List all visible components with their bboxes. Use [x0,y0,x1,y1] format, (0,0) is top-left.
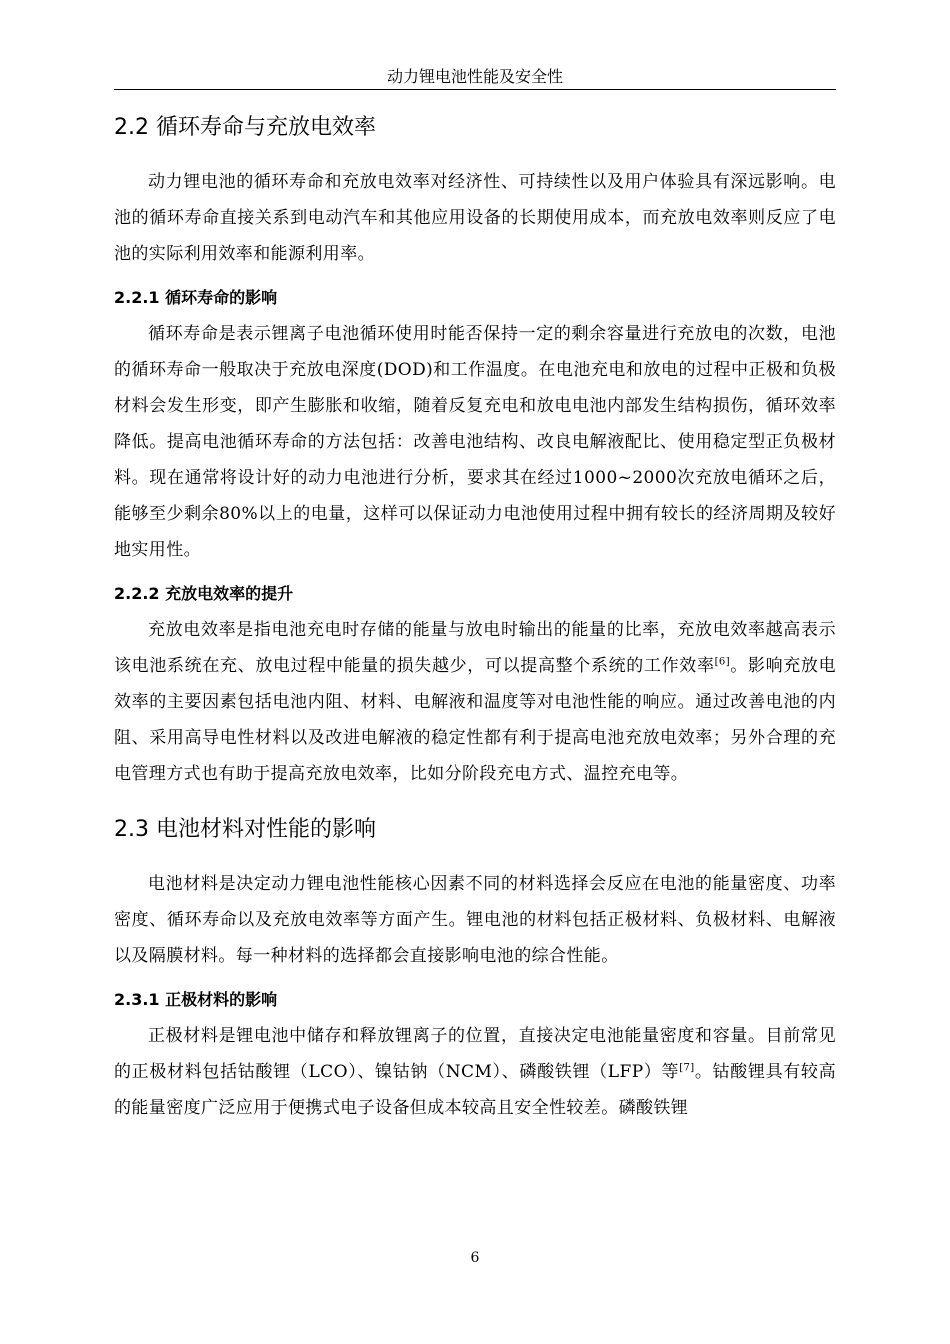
subsection-heading-2-3-1: 2.3.1 正极材料的影响 [114,990,278,1009]
section-2-2-intro-paragraph: 动力锂电池的循环寿命和充放电效率对经济性、可持续性以及用户体验具有深远影响。电池的循环寿命直接关系到电动汽车和其他应用设备的长期使用成本，而充放电效率则反应了电池的实际利用效率和能源利用率。 [114,172,836,264]
subsection-2-2-2-paragraph [114,612,836,792]
paragraph-text: 正极材料是锂电池中储存和释放锂离子的位置，直接决定电池能量密度和容量。目前常见的正极材料包括钴酸锂（LCO）、镍钴钠（NCM）、磷酸铁锂（LFP）等 [114,1026,836,1082]
section-2-3-intro-paragraph: 电池材料是决定动力锂电池性能核心因素不同的材料选择会反应在电池的能量密度、功率密度、循环寿命以及充放电效率等方面产生。锂电池的材料包括正极材料、负极材料、电解液以及隔膜材料。每一种材料的选择都会直接影响电池的综合性能。 [114,874,836,966]
section-heading-2-2: 2.2 循环寿命与充放电效率 [114,115,376,140]
citation-ref: [7] [679,1062,695,1074]
paragraph-text: 。钴酸锂具有较高的能量密度广泛应用于便携式电子设备但成本较高且安全性较差。磷酸铁锂 [114,1062,837,1118]
subsection-2-2-1-paragraph: 循环寿命是表示锂离子电池循环使用时能否保持一定的剩余容量进行充放电的次数，电池的循环寿命一般取决于充放电深度(DOD)和工作温度。在电池充电和放电的过程中正极和负极材料会发生形变，即产生膨胀和收缩，随着反复充电和放电电池内部发生结构损伤，循环效率降低。提高电池循环寿命的方法包括：改善电池结构、改良电解液配比、使用稳定型正负极材料。现在通常将设计好的动力电池进行分析，要求其在经过1000~2000次充放电循环之后，能够至少剩余80%以上的电量，这样可以保证动力电池使用过程中拥有较长的经济周期及较好地实用性。 [114,324,836,560]
page-body [114,92,836,1126]
subsection-2-3-1-paragraph [114,1018,836,1126]
citation-ref: [6] [714,656,730,668]
subsection-heading-2-2-2: 2.2.2 充放电效率的提升 [114,584,294,603]
page-number: 6 [470,1250,480,1266]
paragraph-text: 充放电效率是指电池充电时存储的能量与放电时输出的能量的比率，充放电效率越高表示该电池系统在充、放电过程中能量的损失越少，可以提高整个系统的工作效率 [114,620,836,676]
section-heading-2-3: 2.3 电池材料对性能的影响 [114,817,376,842]
running-header: 动力锂电池性能及安全性 [114,66,836,90]
subsection-heading-2-2-1: 2.2.1 循环寿命的影响 [114,288,278,307]
paragraph-text: 。影响充放电效率的主要因素包括电池内阻、材料、电解液和温度等对电池性能的响应。通过改善电池的内阻、采用高导电性材料以及改进电解液的稳定性都有利于提高电池充放电效率；另外合理的充电管理方式也有助于提高充放电效率，比如分阶段充电方式、温控充电等。 [114,656,836,784]
